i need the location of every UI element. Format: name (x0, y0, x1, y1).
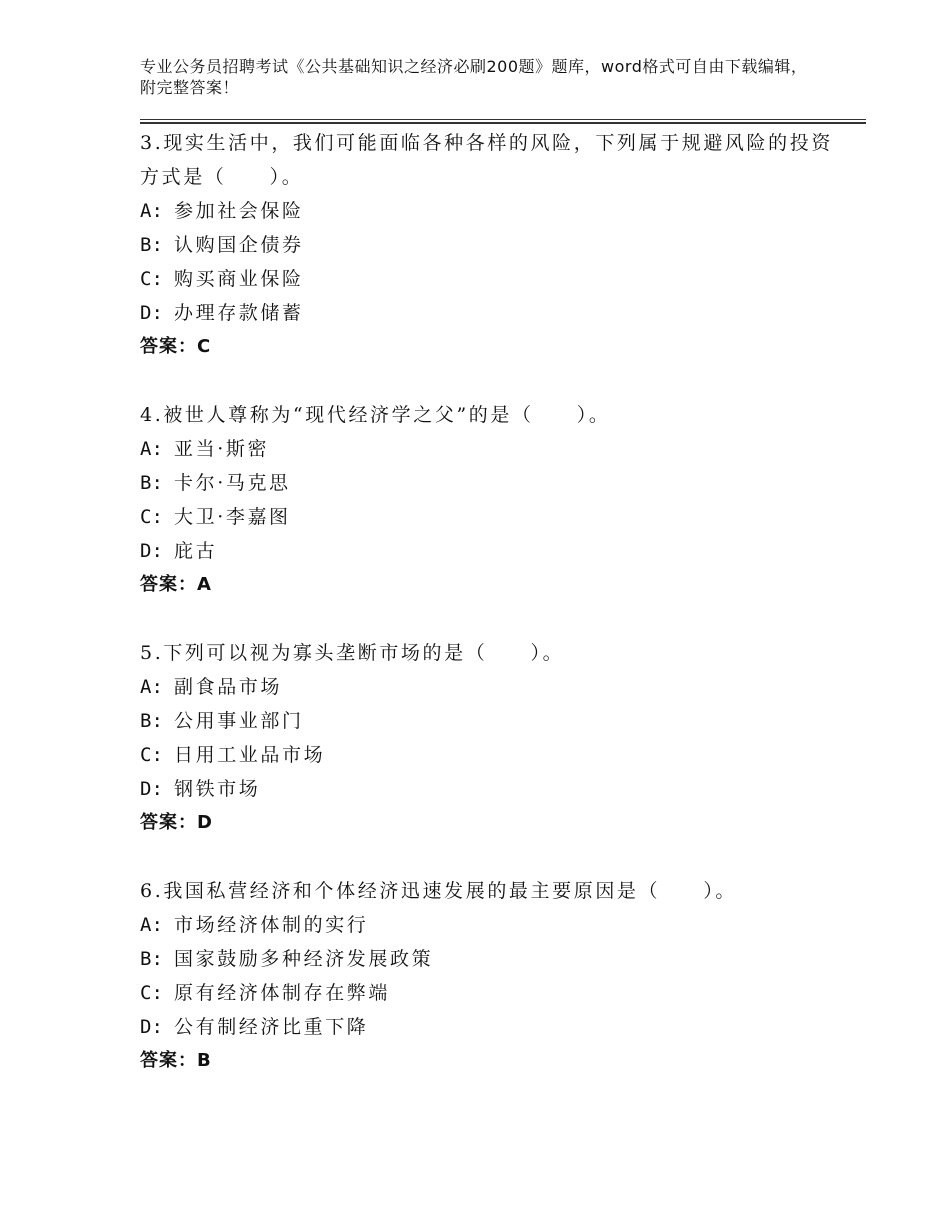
option-c (140, 262, 840, 296)
option-a (140, 670, 840, 704)
option-key: A: (140, 200, 163, 222)
option-key: D: (140, 540, 163, 562)
option-text: 国家鼓励多种经济发展政策 (174, 948, 434, 970)
option-text: 钢铁市场 (174, 778, 261, 800)
answer-line: 答案：C (140, 336, 212, 357)
option-a (140, 908, 840, 942)
option-text: 庇古 (174, 540, 218, 562)
option-a (140, 432, 840, 466)
option-text: 日用工业品市场 (174, 744, 326, 766)
header-text: 专业公务员招聘考试《公共基础知识之经济必刷200题》题库，word格式可自由下载编辑，附完整答案！ (140, 57, 808, 97)
question-stem: 6.我国私营经济和个体经济迅速发展的最主要原因是（ ）。 (140, 880, 738, 902)
question-6 (140, 874, 840, 1078)
question-3 (140, 126, 840, 364)
option-key: C: (140, 982, 163, 1004)
option-b (140, 704, 840, 738)
option-key: C: (140, 268, 163, 290)
option-key: D: (140, 778, 163, 800)
option-text: 公有制经济比重下降 (174, 1016, 369, 1038)
question-stem: 4.被世人尊称为“现代经济学之父”的是（ ）。 (140, 404, 611, 426)
answer-line: 答案：B (140, 1050, 212, 1071)
option-c (140, 976, 840, 1010)
page-header (140, 56, 820, 98)
question-5 (140, 636, 840, 840)
question-4 (140, 398, 840, 602)
option-a (140, 194, 840, 228)
option-key: B: (140, 472, 163, 494)
option-c (140, 500, 840, 534)
option-b (140, 942, 840, 976)
header-divider (140, 119, 866, 125)
option-text: 公用事业部门 (174, 710, 304, 732)
option-text: 认购国企债券 (174, 234, 304, 256)
divider-thick-line (140, 122, 866, 124)
option-key: D: (140, 302, 163, 324)
question-stem: 3.现实生活中，我们可能面临各种各样的风险，下列属于规避风险的投资方式是（ ）。 (140, 132, 833, 188)
option-text: 购买商业保险 (174, 268, 304, 290)
option-b (140, 228, 840, 262)
option-key: B: (140, 948, 163, 970)
option-text: 办理存款储蓄 (174, 302, 304, 324)
option-d (140, 1010, 840, 1044)
option-key: B: (140, 710, 163, 732)
option-key: A: (140, 914, 163, 936)
option-key: B: (140, 234, 163, 256)
option-key: A: (140, 676, 163, 698)
option-text: 大卫·李嘉图 (174, 506, 291, 528)
answer-line: 答案：A (140, 574, 212, 595)
question-stem: 5.下列可以视为寡头垄断市场的是（ ）。 (140, 642, 565, 664)
option-key: A: (140, 438, 163, 460)
option-c (140, 738, 840, 772)
option-text: 亚当·斯密 (174, 438, 270, 460)
option-text: 参加社会保险 (174, 200, 304, 222)
option-key: C: (140, 506, 163, 528)
divider-thin-line (140, 119, 866, 120)
question-list (140, 126, 840, 1112)
option-b (140, 466, 840, 500)
option-key: D: (140, 1016, 163, 1038)
option-text: 副食品市场 (174, 676, 283, 698)
answer-line: 答案：D (140, 812, 213, 833)
option-text: 原有经济体制存在弊端 (174, 982, 391, 1004)
option-d (140, 534, 840, 568)
option-text: 卡尔·马克思 (174, 472, 291, 494)
option-text: 市场经济体制的实行 (174, 914, 369, 936)
option-d (140, 296, 840, 330)
option-key: C: (140, 744, 163, 766)
option-d (140, 772, 840, 806)
